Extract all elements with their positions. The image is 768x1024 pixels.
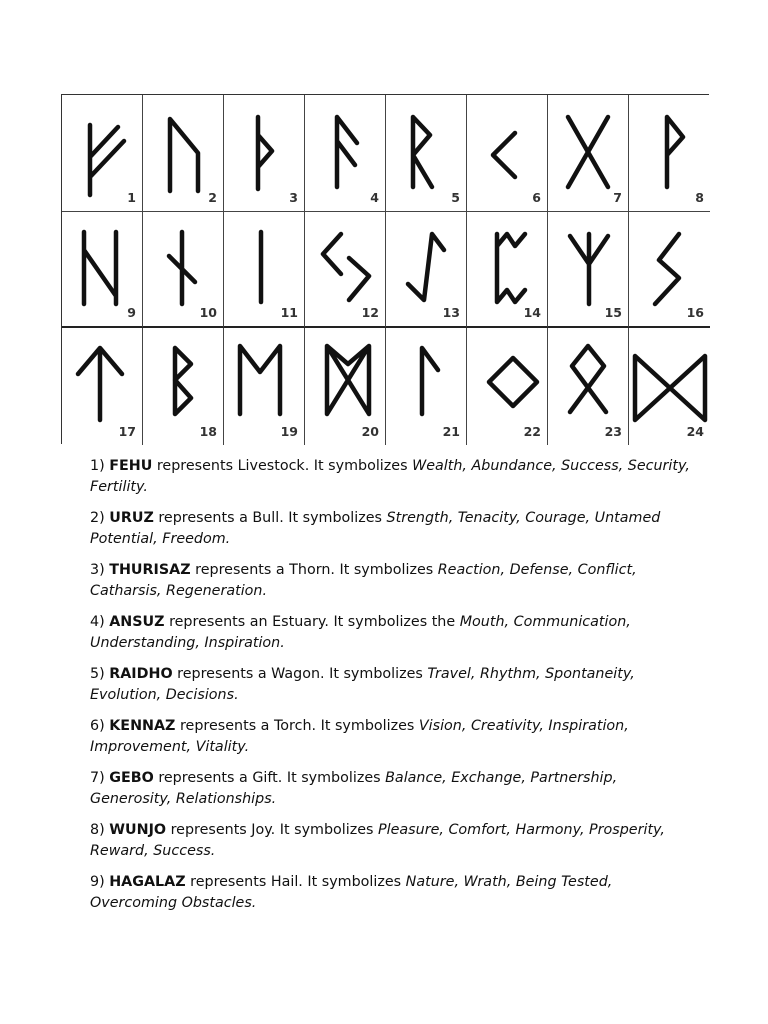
- rune-name: HAGALAZ: [109, 874, 186, 890]
- rune-cell-15: [548, 212, 629, 329]
- rune-number: 8: [695, 189, 704, 205]
- rune-number: 19: [280, 423, 298, 439]
- entry-text: represents a Torch. It symbolizes: [175, 718, 419, 734]
- rune-number: 22: [523, 423, 541, 439]
- rune-meanings: Mouth, Communication, Understanding, Inspiration.: [90, 614, 631, 651]
- rune-number: 17: [118, 423, 136, 439]
- rune-cell-5: [386, 95, 467, 212]
- rune-number: 15: [604, 305, 622, 321]
- rune-number: 5: [451, 189, 460, 205]
- entry-number: 5): [90, 666, 110, 682]
- rune-number: 16: [686, 305, 704, 321]
- rune-descriptions: [90, 456, 690, 924]
- rune-number: 13: [442, 305, 460, 321]
- entry-number: 8): [90, 822, 110, 838]
- rune-cell-12: [305, 212, 386, 329]
- rune-cell-23: [548, 328, 629, 445]
- rune-number: 14: [523, 305, 541, 321]
- rune-cell-10: [143, 212, 224, 329]
- entry-number: 4): [90, 614, 110, 630]
- rune-cell-21: [386, 328, 467, 445]
- entry-text: represents a Bull. It symbolizes: [153, 510, 387, 526]
- rune-cell-24: [629, 328, 710, 445]
- rune-cell-8: [629, 95, 710, 212]
- entry-number: 6): [90, 718, 110, 734]
- rune-cell-13: [386, 212, 467, 329]
- rune-cell-6: [467, 95, 548, 212]
- rune-number: 10: [199, 305, 217, 321]
- rune-name: THURISAZ: [109, 562, 191, 578]
- rune-cell-1: [62, 95, 143, 212]
- entry-number: 9): [90, 874, 110, 890]
- rune-number: 9: [127, 305, 136, 321]
- rune-number: 20: [361, 423, 379, 439]
- rune-cell-19: [224, 328, 305, 445]
- rune-meanings: Nature, Wrath, Being Tested, Overcoming Obstacles.: [90, 874, 613, 911]
- rune-name: URUZ: [109, 510, 154, 526]
- rune-entry-raidho: [90, 664, 690, 706]
- rune-cell-17: [62, 328, 143, 445]
- rune-entry-hagalaz: [90, 872, 690, 914]
- entry-text: represents an Estuary. It symbolizes the: [164, 614, 460, 630]
- rune-entry-thurisaz: [90, 560, 690, 602]
- rune-name: RAIDHO: [109, 666, 173, 682]
- rune-entry-gebo: [90, 768, 690, 810]
- rune-number: 4: [370, 189, 379, 205]
- rune-number: 6: [532, 189, 541, 205]
- rune-entry-fehu: [90, 456, 690, 498]
- rune-meanings: Balance, Exchange, Partnership, Generosity, Relationships.: [90, 770, 618, 807]
- rune-number: 12: [361, 305, 379, 321]
- rune-meanings: Pleasure, Comfort, Harmony, Prosperity, Reward, Success.: [90, 822, 665, 859]
- rune-entry-ansuz: [90, 612, 690, 654]
- rune-number: 11: [280, 305, 298, 321]
- rune-number: 3: [289, 189, 298, 205]
- rune-cell-20: [305, 328, 386, 445]
- entry-text: represents Livestock. It symbolizes: [152, 458, 413, 474]
- rune-name: GEBO: [109, 770, 154, 786]
- rune-cell-11: [224, 212, 305, 329]
- entry-number: 1): [90, 458, 110, 474]
- rune-cell-7: [548, 95, 629, 212]
- rune-cell-14: [467, 212, 548, 329]
- rune-number: 18: [199, 423, 217, 439]
- rune-meanings: Reaction, Defense, Conflict, Catharsis, Regeneration.: [90, 562, 637, 599]
- entry-number: 2): [90, 510, 110, 526]
- rune-number: 7: [613, 189, 622, 205]
- entry-number: 7): [90, 770, 110, 786]
- rune-meanings: Wealth, Abundance, Success, Security, Fertility.: [90, 458, 690, 495]
- rune-meanings: Vision, Creativity, Inspiration, Improvement, Vitality.: [90, 718, 629, 755]
- rune-name: ANSUZ: [109, 614, 165, 630]
- rune-number: 1: [127, 189, 136, 205]
- rune-number: 21: [442, 423, 460, 439]
- rune-name: KENNAZ: [109, 718, 176, 734]
- rune-cell-3: [224, 95, 305, 212]
- rune-number: 24: [686, 423, 704, 439]
- rune-cell-22: [467, 328, 548, 445]
- rune-cell-2: [143, 95, 224, 212]
- rune-name: FEHU: [109, 458, 153, 474]
- entry-text: represents Joy. It symbolizes: [166, 822, 379, 838]
- rune-number: 2: [208, 189, 217, 205]
- rune-cell-9: [62, 212, 143, 329]
- entry-text: represents a Thorn. It symbolizes: [190, 562, 438, 578]
- entry-text: represents a Wagon. It symbolizes: [172, 666, 428, 682]
- rune-meanings: Travel, Rhythm, Spontaneity, Evolution, Decisions.: [90, 666, 635, 703]
- rune-name: WUNJO: [109, 822, 167, 838]
- rune-chart: [61, 94, 709, 444]
- rune-cell-16: [629, 212, 710, 329]
- rune-cell-4: [305, 95, 386, 212]
- rune-cell-18: [143, 328, 224, 445]
- rune-meanings: Strength, Tenacity, Courage, Untamed Potential, Freedom.: [90, 510, 661, 547]
- rune-entry-uruz: [90, 508, 690, 550]
- entry-text: represents a Gift. It symbolizes: [153, 770, 386, 786]
- entry-text: represents Hail. It symbolizes: [185, 874, 406, 890]
- rune-entry-kennaz: [90, 716, 690, 758]
- entry-number: 3): [90, 562, 110, 578]
- rune-entry-wunjo: [90, 820, 690, 862]
- rune-number: 23: [604, 423, 622, 439]
